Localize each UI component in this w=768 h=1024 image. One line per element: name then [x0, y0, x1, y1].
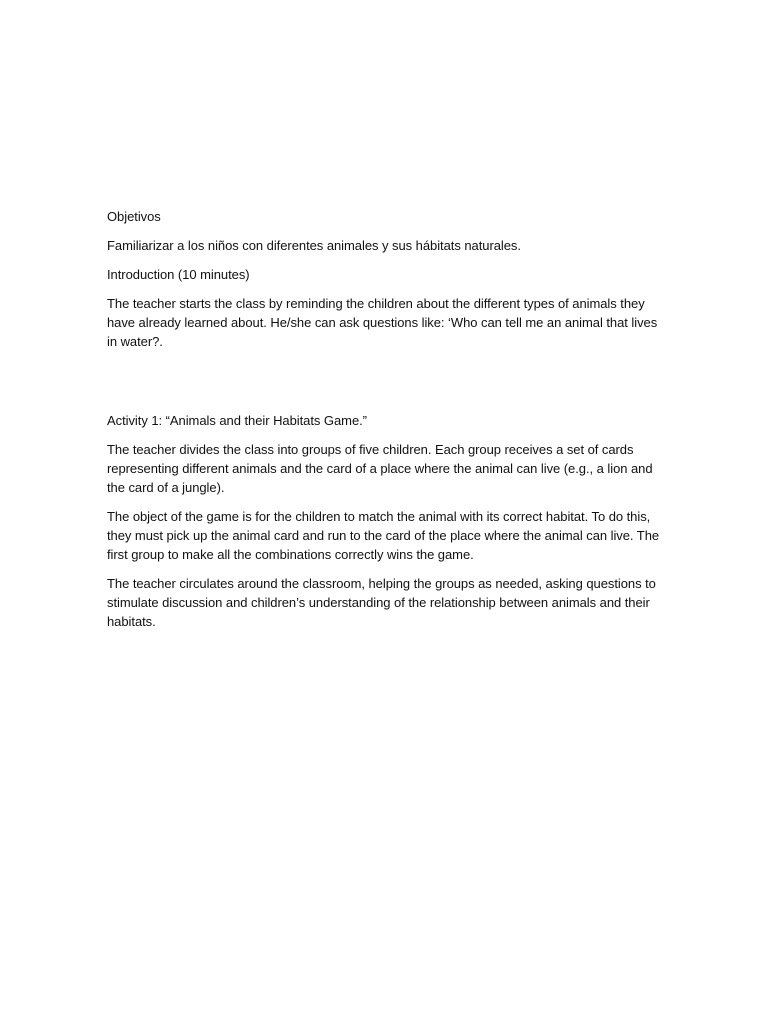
objectives-heading: Objetivos	[107, 209, 161, 224]
document-body	[107, 207, 663, 631]
activity-paragraph-1: The teacher divides the class into groups of five children. Each group receives a set of cards representing different animals and the card of a place where the animal can live (e.g., a lion and the card of a jungle).	[107, 442, 653, 495]
introduction-heading: Introduction (10 minutes)	[107, 267, 250, 282]
introduction-text: The teacher starts the class by reminding the children about the different types of animals they have already learned about. He/she can ask questions like: ‘Who can tell me an animal that lives in water?.	[107, 296, 658, 349]
activity-heading: Activity 1: “Animals and their Habitats Game.”	[107, 413, 367, 428]
objectives-text: Familiarizar a los niños con diferentes animales y sus hábitats naturales.	[107, 238, 521, 253]
activity-paragraph-3: The teacher circulates around the classroom, helping the groups as needed, asking questions to stimulate discussion and children’s understanding of the relationship between animals and their habitats.	[107, 576, 656, 629]
activity-paragraph-2: The object of the game is for the children to match the animal with its correct habitat. To do this, they must pick up the animal card and run to the card of the place where the animal can live. The first group to make all the combinations correctly wins the game.	[107, 509, 660, 562]
